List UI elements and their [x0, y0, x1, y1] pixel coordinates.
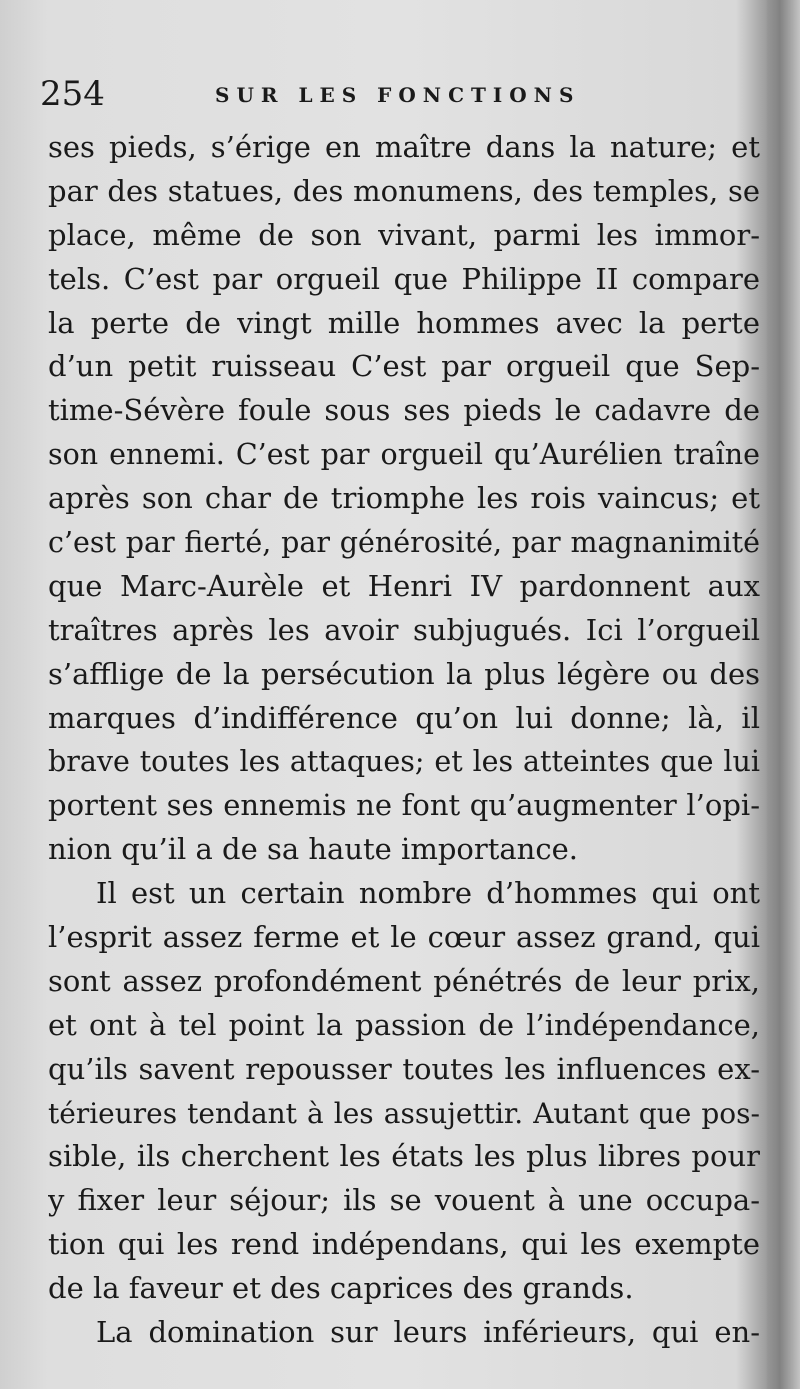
text-line: place, même de son vivant, parmi les immor- [48, 217, 760, 252]
text-line: tion qui les rend indépendans, qui les exempte [48, 1227, 760, 1262]
running-head: SUR LES FONCTIONS [215, 83, 581, 107]
text-line: sont assez profondément pénétrés de leur prix, [48, 963, 760, 998]
page-header [40, 74, 760, 114]
paragraph-start-line: Il est un certain nombre d’hommes qui ont [96, 876, 760, 911]
text-line: son ennemi. C’est par orgueil qu’Aurélien traîne [48, 438, 760, 472]
body-text [48, 126, 760, 1355]
text-line: après son char de triomphe les rois vaincus; et [48, 481, 760, 516]
text-line: s’afflige de la persécution la plus légère ou des [48, 656, 760, 691]
text-line: et ont à tel point la passion de l’indépendance, [48, 1007, 760, 1042]
text-line: sible, ils cherchent les états les plus libres pour [48, 1139, 760, 1174]
text-line: y fixer leur séjour; ils se vouent à une occupa- [48, 1183, 760, 1218]
text-line: que Marc-Aurèle et Henri IV pardonnent aux [48, 568, 760, 603]
text-line: la perte de vingt mille hommes avec la perte [48, 305, 760, 340]
paragraph-end-line: de la faveur et des caprices des grands. [48, 1271, 634, 1306]
text-line: traîtres après les avoir subjugués. Ici l’orgueil [48, 612, 760, 647]
text-line: time-Sévère foule sous ses pieds le cadavre de [48, 393, 760, 428]
text-line: d’un petit ruisseau C’est par orgueil que Sep- [48, 349, 760, 384]
text-line: marques d’indifférence qu’on lui donne; là, il [48, 700, 760, 735]
paragraph-end-line: nion qu’il a de sa haute importance. [48, 832, 578, 867]
text-line: tels. C’est par orgueil que Philippe II compare [48, 261, 760, 296]
text-line: c’est par fierté, par générosité, par magnanimité [48, 526, 760, 560]
text-line: brave toutes les attaques; et les atteintes que lui [48, 745, 760, 779]
page-number: 254 [40, 74, 105, 114]
text-line: ses pieds, s’érige en maître dans la nature; et [48, 130, 760, 164]
text-line: par des statues, des monumens, des temples, se [48, 173, 760, 208]
page-gutter-shadow [766, 0, 800, 1389]
text-line: qu’ils savent repousser toutes les influences ex- [48, 1051, 760, 1086]
text-line: portent ses ennemis ne font qu’augmenter l’opi- [48, 788, 760, 823]
paragraph-start-line: La domination sur leurs inférieurs, qui en- [96, 1315, 760, 1350]
text-line: l’esprit assez ferme et le cœur assez grand, qui [48, 920, 760, 955]
text-line: térieures tendant à les assujettir. Autant que pos- [48, 1096, 760, 1130]
